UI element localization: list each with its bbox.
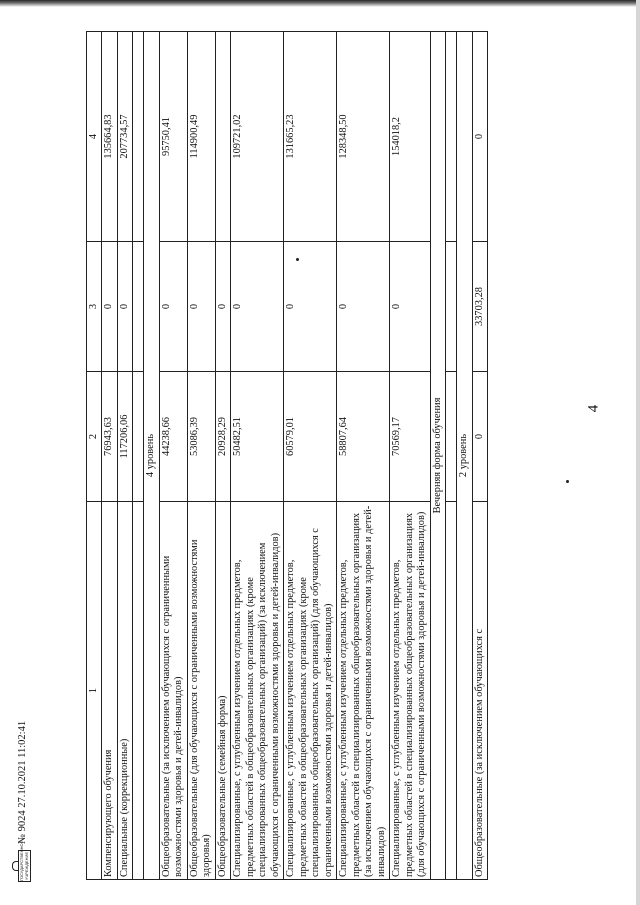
row-name: Специальные (коррекционные) bbox=[117, 502, 132, 880]
row-name: Специализированные, с углубленным изучением отдельных предметов, предметных областей в общеобразовательных организациях (кроме специализированных общеобразовательных организаций) (за исключением обучающихся с ограниченными возможностями здоровья и детей-инвалидов) bbox=[231, 502, 284, 880]
row-name: Специализированные, с углубленным изучением отдельных предметов, предметных областей в специализированных общеобразовательных организациях (за исключением обучающихся с ограниченными возможностями здоровья и детей-инвалидов) bbox=[337, 502, 390, 880]
row-value-2: 70569,17 bbox=[390, 372, 430, 502]
table-row bbox=[159, 32, 187, 880]
row-value-3: 0 bbox=[117, 242, 132, 372]
row-value-2: 20928,29 bbox=[215, 372, 230, 502]
row-value-3: 0 bbox=[187, 242, 215, 372]
row-name: Общеобразовательные (для обучающихся с ограниченными возможностями здоровья) bbox=[187, 502, 215, 880]
rotated-table-container bbox=[86, 32, 576, 880]
row-value-3: 0 bbox=[284, 242, 337, 372]
table-row bbox=[472, 32, 487, 880]
cost-norms-table bbox=[86, 31, 488, 880]
row-value-2: 76943,63 bbox=[102, 372, 117, 502]
row-value-3: 0 bbox=[159, 242, 187, 372]
table-row bbox=[215, 32, 230, 880]
section-row-evening bbox=[430, 32, 445, 880]
row-value-4 bbox=[215, 32, 230, 242]
row-value-2: 44238,66 bbox=[159, 372, 187, 502]
registration-info: № 9024 27.10.2021 11:02:41 bbox=[17, 720, 28, 844]
row-value-3: 33703,28 bbox=[472, 242, 487, 372]
row-name: Компенсирующего обучения bbox=[102, 502, 117, 880]
row-value-4: 0 bbox=[472, 32, 487, 242]
header-col-3: 3 bbox=[87, 242, 102, 372]
row-value-2: 53086,39 bbox=[187, 372, 215, 502]
registration-stamp-icon: ГОСУДАРСТВЕННОЕ УЧРЕЖДЕНИЕ bbox=[18, 850, 31, 882]
table-row bbox=[102, 32, 117, 880]
table-row bbox=[337, 32, 390, 880]
row-value-4: 135664,83 bbox=[102, 32, 117, 242]
section-title: Вечерняя форма обучения bbox=[430, 32, 445, 880]
spacer-row bbox=[133, 32, 144, 880]
row-value-4: 109721,02 bbox=[231, 32, 284, 242]
row-value-4: 154018,2 bbox=[390, 32, 430, 242]
section-title: 4 уровень bbox=[144, 32, 159, 880]
header-col-1: 1 bbox=[87, 502, 102, 880]
row-value-3: 0 bbox=[102, 242, 117, 372]
header-col-2: 2 bbox=[87, 372, 102, 502]
row-value-2: 60579,01 bbox=[284, 372, 337, 502]
table-row bbox=[284, 32, 337, 880]
row-value-2: 0 bbox=[472, 372, 487, 502]
section-row-level4 bbox=[144, 32, 159, 880]
row-value-4: 207734,57 bbox=[117, 32, 132, 242]
row-value-2: 58807,64 bbox=[337, 372, 390, 502]
row-value-4: 95750,41 bbox=[159, 32, 187, 242]
table-row bbox=[117, 32, 132, 880]
row-name: Специализированные, с углубленным изучением отдельных предметов, предметных областей в специализированных общеобразовательных организациях (для обучающихся с ограниченными возможностями здоровья и детей-инвалидов) bbox=[390, 502, 430, 880]
row-value-4: 131665,23 bbox=[284, 32, 337, 242]
row-value-2: 117206,06 bbox=[117, 372, 132, 502]
table-row bbox=[231, 32, 284, 880]
row-value-2: 50482,51 bbox=[231, 372, 284, 502]
header-row bbox=[87, 32, 102, 880]
section-row-level2 bbox=[457, 32, 472, 880]
table-row bbox=[390, 32, 430, 880]
scan-right-edge bbox=[636, 0, 640, 905]
header-col-4: 4 bbox=[87, 32, 102, 242]
row-name: Общеобразовательные (за исключением обучающихся с bbox=[472, 502, 487, 880]
row-name: Специализированные, с углубленным изучением отдельных предметов, предметных областей в общеобразовательных организациях (кроме специализированных общеобразовательных организаций) (для обучающихся с ограниченными возможностями здоровья и детей-инвалидов) bbox=[284, 502, 337, 880]
row-name: Общеобразовательные (семейная форма) bbox=[215, 502, 230, 880]
row-name: Общеобразовательные (за исключением обучающихся с ограниченными возможностями здоровья и детей-инвалидов) bbox=[159, 502, 187, 880]
row-value-3: 0 bbox=[215, 242, 230, 372]
section-title: 2 уровень bbox=[457, 32, 472, 880]
spacer-row bbox=[446, 32, 457, 880]
row-value-3: 0 bbox=[231, 242, 284, 372]
row-value-4: 128348,50 bbox=[337, 32, 390, 242]
table-row bbox=[187, 32, 215, 880]
row-value-3: 0 bbox=[337, 242, 390, 372]
row-value-4: 114900,49 bbox=[187, 32, 215, 242]
page-number: 4 bbox=[585, 404, 602, 413]
scan-edge-shadow bbox=[0, 0, 640, 7]
row-value-3: 0 bbox=[390, 242, 430, 372]
document-footer bbox=[16, 582, 38, 882]
